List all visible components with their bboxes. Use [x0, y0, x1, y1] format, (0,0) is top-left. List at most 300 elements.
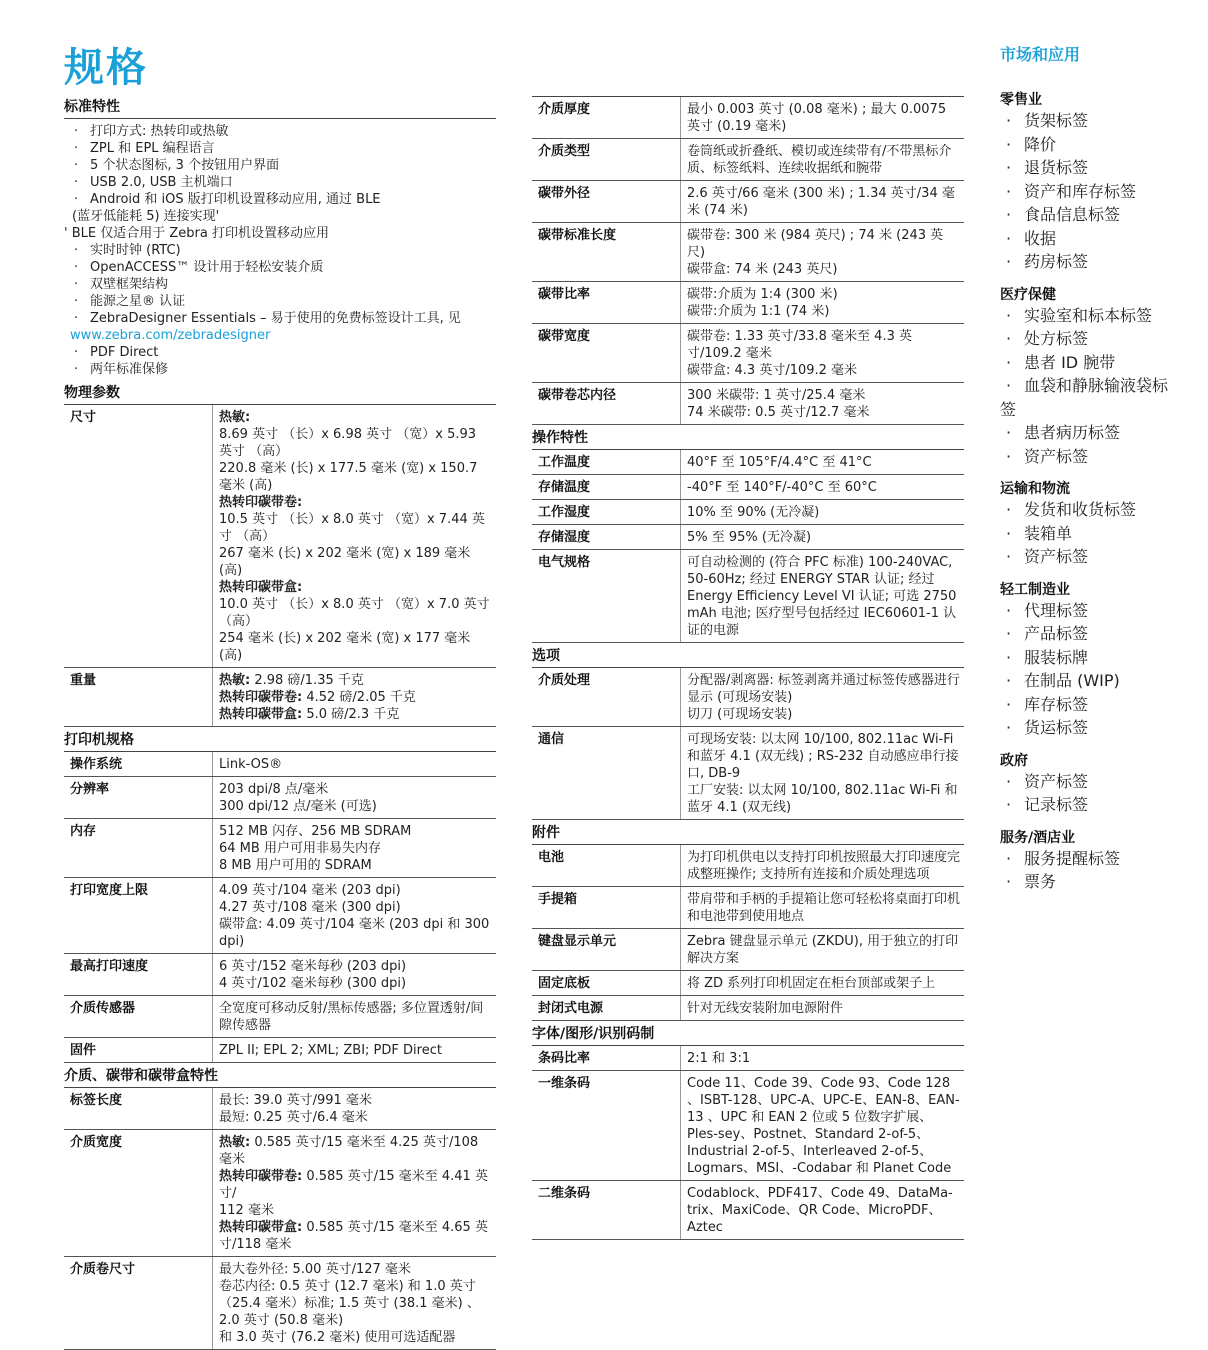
market-category: 零售业 — [1000, 92, 1042, 108]
spec-value — [681, 139, 965, 181]
spec-row — [532, 887, 964, 929]
spec-value-line — [687, 328, 960, 362]
spec-value-text: -40°F 至 140°F/-40°C 至 60°C — [687, 480, 877, 495]
spec-row — [532, 223, 964, 282]
bullet-icon: · — [1006, 718, 1012, 737]
market-item — [1000, 227, 1180, 251]
market-item — [1000, 133, 1180, 157]
spec-value-line — [687, 529, 960, 546]
market-item — [1000, 374, 1180, 421]
spec-key: 二维条码 — [532, 1181, 681, 1240]
market-item-text: 药房标签 — [1024, 252, 1089, 271]
spec-value-line — [219, 1202, 492, 1219]
left-column — [64, 94, 496, 1350]
spec-row — [532, 727, 964, 820]
market-item-text: 货运标签 — [1024, 718, 1089, 737]
feature-text: OpenACCESS™ 设计用于轻松安装介质 — [90, 260, 324, 275]
spec-value-text: 74 米碳带: 0.5 英寸/12.7 毫米 — [687, 405, 870, 420]
bullet-icon: · — [1006, 329, 1012, 348]
feature-text: 实时时钟 (RTC) — [90, 243, 181, 258]
spec-key: 尺寸 — [64, 405, 213, 668]
feature-item — [64, 225, 496, 242]
spec-key: 封闭式电源 — [532, 996, 681, 1021]
bullet-icon: · — [1006, 547, 1012, 566]
market-item — [1000, 522, 1180, 546]
market-item-text: 收据 — [1024, 228, 1057, 248]
spec-value-line — [219, 494, 492, 511]
spec-value-text: 4.27 英寸/108 毫米 (300 dpi) — [219, 900, 401, 915]
spec-value-text: 50-60Hz; 经过 ENERGY STAR 认证; 经过 Energy Efficiency Level VI 认证; 可选 2750 mAh 电池; 医疗型号包括经过 IEC60601-1 认证的电源 — [687, 572, 957, 638]
spec-value-label: 热转印碳带卷: — [219, 690, 303, 705]
page-title: 规格 — [64, 45, 148, 91]
spec-value-line — [219, 1219, 492, 1253]
spec-value-line — [219, 798, 492, 815]
spec-row — [532, 500, 964, 525]
market-item-text: 代理标签 — [1024, 600, 1089, 620]
spec-value — [681, 181, 965, 223]
market-item-text: 患者 ID 腕带 — [1024, 352, 1116, 372]
spec-value-text: 全宽度可移动反射/黑标传感器; 多位置透射/间隙传感器 — [219, 1001, 484, 1033]
market-item-text: 票务 — [1024, 872, 1057, 891]
spec-value-line — [219, 545, 492, 579]
spec-key: 键盘显示单元 — [532, 929, 681, 971]
feature-item — [64, 174, 496, 191]
spec-key: 存储温度 — [532, 475, 681, 500]
spec-value-text: 碳带盒: 4.3 英寸/109.2 毫米 — [687, 363, 858, 378]
bullet-icon: · — [1006, 423, 1012, 442]
market-list — [1000, 599, 1180, 740]
spec-row — [64, 878, 496, 954]
bullet-icon: · — [1006, 446, 1012, 466]
spec-value-line — [687, 143, 960, 177]
spec-row — [532, 324, 964, 383]
spec-value-text: Link-OS® — [219, 757, 283, 772]
spec-row — [532, 282, 964, 324]
spec-value-text: 300 dpi/12 点/毫米 (可选) — [219, 799, 377, 814]
spec-value-text: 碳带:介质为 1:4 (300 米) — [687, 287, 838, 302]
spec-row — [532, 1071, 964, 1181]
spec-value — [213, 405, 497, 668]
spec-value-text: 2.98 磅/1.35 千克 — [250, 673, 364, 688]
printer-spec-table — [64, 752, 496, 1063]
section-heading-media: 介质、碳带和碳带盒特性 — [64, 1063, 496, 1088]
market-item — [1000, 622, 1180, 646]
media-spec-table — [64, 1088, 496, 1350]
spec-value-line — [219, 460, 492, 494]
spec-row — [64, 819, 496, 878]
feature-text: 打印方式: 热转印或热敏 — [90, 124, 229, 139]
spec-value-line — [687, 571, 960, 639]
bullet-icon: · — [1006, 228, 1012, 248]
spec-value-line — [219, 706, 492, 723]
spec-key: 介质处理 — [532, 668, 681, 727]
market-item — [1000, 421, 1180, 445]
spec-value-line — [687, 227, 960, 261]
feature-text: 双壁框架结构 — [90, 277, 169, 292]
market-item — [1000, 180, 1180, 204]
market-category: 政府 — [1000, 752, 1028, 769]
spec-value-text: 10.5 英寸 （长）x 8.0 英寸 （宽）x 7.44 英寸 （高） — [219, 512, 485, 544]
spec-key: 条码比率 — [532, 1046, 681, 1071]
bullet-icon: · — [1006, 205, 1012, 224]
spec-value-text: 可自动检测的 (符合 PFC 标准) 100-240VAC, — [687, 555, 953, 570]
bullet-icon: · — [1006, 795, 1012, 814]
spec-value-text: 5% 至 95% (无冷凝) — [687, 530, 812, 545]
spec-key: 操作系统 — [64, 752, 213, 777]
spec-key: 工作温度 — [532, 450, 681, 475]
spec-value-line — [219, 1092, 492, 1109]
bullet-icon: · — [1006, 500, 1012, 519]
market-item — [1000, 156, 1180, 180]
spec-value-line — [687, 1000, 960, 1017]
spec-value — [681, 887, 965, 929]
spec-row — [532, 971, 964, 996]
options-spec-table — [532, 668, 964, 820]
feature-text: ZebraDesigner Essentials – 易于使用的免费标签设计工具, 见 — [90, 311, 461, 326]
market-item-text: 食品信息标签 — [1024, 205, 1121, 224]
spec-value-text: 针对无线安装附加电源附件 — [687, 1001, 844, 1016]
spec-value-line — [687, 387, 960, 404]
market-list — [1000, 770, 1180, 817]
spec-key: 介质传感器 — [64, 996, 213, 1038]
spec-value-line — [219, 958, 492, 975]
spec-value-label: 热敏: — [219, 673, 251, 688]
accessories-spec-table — [532, 845, 964, 1021]
bullet-icon: · — [74, 260, 79, 275]
spec-row — [532, 525, 964, 550]
market-category: 服务/酒店业 — [1000, 829, 1076, 846]
bullet-icon: · — [1006, 600, 1012, 620]
bullet-icon: · — [1006, 624, 1012, 643]
market-item — [1000, 304, 1180, 328]
market-item-text: 服装标牌 — [1024, 647, 1089, 667]
middle-column — [532, 96, 964, 1240]
section-heading-operating: 操作特性 — [532, 425, 964, 450]
spec-value-text: 112 毫米 — [219, 1203, 274, 1218]
spec-value-text: 热敏: — [219, 410, 251, 425]
spec-value-line — [219, 596, 492, 630]
spec-row — [64, 1038, 496, 1063]
spec-value-text: 和 3.0 英寸 (76.2 毫米) 使用可选适配器 — [219, 1330, 456, 1345]
spec-value — [681, 450, 965, 475]
market-item-text: 处方标签 — [1024, 329, 1089, 348]
spec-key: 介质类型 — [532, 139, 681, 181]
feature-item — [64, 191, 496, 208]
spec-value-line — [687, 101, 960, 135]
bullet-icon: · — [74, 141, 79, 156]
spec-value-text: 碳带:介质为 1:1 (74 米) — [687, 304, 830, 319]
spec-value-text: 10% 至 90% (无冷凝) — [687, 505, 820, 520]
spec-value-line — [219, 1042, 492, 1059]
spec-value — [213, 777, 497, 819]
bullet-icon: · — [1006, 647, 1012, 667]
spec-row — [532, 845, 964, 887]
spec-value-line — [219, 975, 492, 992]
spec-value-text: ZPL II; EPL 2; XML; ZBI; PDF Direct — [219, 1043, 442, 1058]
market-item-text: 实验室和标本标签 — [1024, 305, 1153, 325]
spec-value-line — [219, 1000, 492, 1034]
feature-link[interactable]: www.zebra.com/zebradesigner — [70, 328, 271, 343]
spec-value-line — [219, 689, 492, 706]
bullet-icon: · — [1006, 671, 1012, 690]
feature-item — [64, 242, 496, 259]
spec-value-text: Code 11、Code 39、Code 93、Code 128 、ISBT-128、UPC-A、UPC-E、EAN-8、EAN-13 、UPC 和 EAN 2 位或 5 位数字扩展、Ples-sey、Postnet、Standard 2-of-5、Industrial 2-of-5、Interleaved 2-of-5、Logmars、MSI、-Codabar 和 Planet Code — [687, 1076, 960, 1176]
spec-value-text: 碳带卷: 300 米 (984 英尺) ; 74 米 (243 英尺) — [687, 228, 944, 260]
market-list — [1000, 109, 1180, 274]
spec-key: 工作湿度 — [532, 500, 681, 525]
spec-row — [532, 668, 964, 727]
feature-text: Android 和 iOS 版打印机设置移动应用, 通过 BLE — [90, 192, 381, 207]
section-heading-standard-features: 标准特性 — [64, 94, 496, 119]
spec-row — [532, 1046, 964, 1071]
spec-key: 碳带比率 — [532, 282, 681, 324]
spec-value — [681, 845, 965, 887]
physical-spec-table — [64, 405, 496, 727]
spec-key: 介质宽度 — [64, 1130, 213, 1257]
spec-value-label: 热敏: — [219, 1135, 251, 1150]
spec-value-line — [687, 554, 960, 571]
spec-value-line — [219, 781, 492, 798]
feature-item — [64, 361, 496, 378]
spec-value — [213, 668, 497, 727]
market-item — [1000, 327, 1180, 351]
spec-key: 打印宽度上限 — [64, 878, 213, 954]
feature-item — [64, 157, 496, 174]
spec-value-text: 碳带卷: 1.33 英寸/33.8 毫米至 4.3 英寸/109.2 毫米 — [687, 329, 912, 361]
spec-value-text: Zebra 键盘显示单元 (ZKDU), 用于独立的打印解决方案 — [687, 934, 959, 966]
spec-row — [64, 996, 496, 1038]
spec-value-label: 热转印碳带卷: — [219, 1169, 303, 1184]
spec-value — [681, 550, 965, 643]
spec-key: 固定底板 — [532, 971, 681, 996]
spec-key: 通信 — [532, 727, 681, 820]
spec-value-line — [219, 882, 492, 899]
feature-item[interactable] — [64, 327, 496, 344]
spec-value-text: 220.8 毫米 (长) x 177.5 毫米 (宽) x 150.7 毫米 (高) — [219, 461, 478, 493]
spec-value — [213, 1038, 497, 1063]
spec-key: 内存 — [64, 819, 213, 878]
spec-value-line — [687, 261, 960, 278]
market-item-text: 产品标签 — [1024, 624, 1089, 643]
spec-value-line — [687, 1050, 960, 1067]
spec-key: 最高打印速度 — [64, 954, 213, 996]
spec-value — [681, 971, 965, 996]
spec-value-line — [219, 1168, 492, 1202]
spec-value-line — [219, 1134, 492, 1168]
spec-value-line — [219, 630, 492, 664]
spec-value-text: 切刀 (可现场安装) — [687, 707, 793, 722]
spec-value — [681, 727, 965, 820]
market-item — [1000, 669, 1180, 693]
market-item — [1000, 498, 1180, 522]
section-heading-options: 选项 — [532, 643, 964, 668]
feature-text: 5 个状态图标, 3 个按钮用户界面 — [90, 158, 280, 173]
markets-column — [1000, 0, 1180, 894]
spec-row — [532, 475, 964, 500]
section-heading-printer: 打印机规格 — [64, 727, 496, 752]
market-item-text: 资产标签 — [1024, 547, 1089, 566]
market-item-text: 库存标签 — [1024, 694, 1089, 714]
spec-value-text: 8.69 英寸 （长）x 6.98 英寸 （宽）x 5.93 英寸 （高） — [219, 427, 477, 459]
feature-item — [64, 310, 496, 327]
spec-value — [213, 1257, 497, 1350]
market-item-text: 资产标签 — [1024, 771, 1089, 791]
spec-key: 标签长度 — [64, 1088, 213, 1130]
spec-value-text: 4.52 磅/2.05 千克 — [302, 690, 416, 705]
spec-value-text: 40°F 至 105°F/4.4°C 至 41°C — [687, 455, 872, 470]
spec-value-line — [219, 1109, 492, 1126]
spec-row — [532, 450, 964, 475]
spec-value-text: 5.0 磅/2.3 千克 — [302, 707, 400, 722]
spec-value-text: 最大卷外径: 5.00 英寸/127 毫米 — [219, 1262, 411, 1277]
spec-key: 碳带卷芯内径 — [532, 383, 681, 425]
media-cont-spec-table — [532, 97, 964, 425]
spec-value — [681, 1071, 965, 1181]
feature-text: ZPL 和 EPL 编程语言 — [90, 141, 215, 156]
spec-value-text: 最长: 39.0 英寸/991 毫米 — [219, 1093, 372, 1108]
feature-text: USB 2.0, USB 主机端口 — [90, 175, 233, 190]
bullet-icon: · — [1006, 352, 1012, 372]
spec-row — [64, 668, 496, 727]
spec-key: 电池 — [532, 845, 681, 887]
spec-value-line — [219, 916, 492, 950]
spec-row — [532, 181, 964, 223]
spec-value-line — [687, 362, 960, 379]
spec-key: 介质卷尺寸 — [64, 1257, 213, 1350]
market-item-text: 血袋和静脉输液袋标签 — [1000, 376, 1169, 419]
spec-row — [532, 383, 964, 425]
market-item-text: 装箱单 — [1024, 523, 1073, 543]
spec-value-line — [219, 672, 492, 689]
spec-value-line — [687, 849, 960, 883]
spec-value — [213, 752, 497, 777]
fonts-spec-table — [532, 1046, 964, 1240]
market-item-text: 记录标签 — [1024, 795, 1089, 814]
spec-value-text: 10.0 英寸 （长）x 8.0 英寸 （宽）x 7.0 英寸 （高） — [219, 597, 490, 629]
bullet-icon: · — [1006, 158, 1012, 177]
market-item — [1000, 770, 1180, 794]
market-item — [1000, 646, 1180, 670]
spec-value-text: 64 MB 用户可用非易失内存 — [219, 841, 381, 856]
spec-value-line — [687, 672, 960, 706]
market-item-text: 患者病历标签 — [1024, 423, 1121, 442]
spec-row — [64, 405, 496, 668]
feature-text: 两年标准保修 — [90, 362, 169, 377]
spec-value — [681, 525, 965, 550]
spec-value-line — [687, 731, 960, 782]
spec-value-line — [687, 1185, 960, 1236]
spec-value-line — [219, 1278, 492, 1329]
spec-row — [532, 550, 964, 643]
feature-item — [64, 208, 496, 225]
spec-row — [64, 777, 496, 819]
spec-value-line — [687, 504, 960, 521]
spec-value — [681, 1181, 965, 1240]
market-item — [1000, 250, 1180, 274]
bullet-icon: · — [1006, 376, 1012, 395]
spec-key: 手提箱 — [532, 887, 681, 929]
spec-value-line — [219, 899, 492, 916]
spec-value-line — [219, 823, 492, 840]
market-category: 运输和物流 — [1000, 481, 1070, 497]
market-list — [1000, 847, 1180, 894]
spec-value-line — [219, 426, 492, 460]
bullet-icon: · — [1006, 694, 1012, 714]
spec-value-text: 0.585 英寸/15 毫米至 4.41 英寸/ — [219, 1169, 488, 1201]
spec-value-text: 热转印碳带卷: — [219, 495, 303, 510]
bullet-icon: · — [74, 243, 79, 258]
spec-row — [532, 139, 964, 181]
bullet-icon: · — [1006, 134, 1012, 154]
feature-item — [64, 259, 496, 276]
spec-key: 介质厚度 — [532, 97, 681, 139]
spec-value — [681, 500, 965, 525]
spec-row — [64, 1257, 496, 1350]
spec-value-line — [687, 454, 960, 471]
market-item — [1000, 716, 1180, 740]
market-item-text: 降价 — [1024, 134, 1057, 154]
operating-spec-table — [532, 450, 964, 643]
spec-value-text: 热转印碳带盒: — [219, 580, 303, 595]
spec-key: 一维条码 — [532, 1071, 681, 1181]
spec-value-line — [687, 891, 960, 925]
section-heading-fonts: 字体/图形/识别码制 — [532, 1021, 964, 1046]
spec-value-text: 300 米碳带: 1 英寸/25.4 毫米 — [687, 388, 866, 403]
spec-value-line — [219, 511, 492, 545]
bullet-icon: · — [74, 277, 79, 292]
bullet-icon: · — [1006, 523, 1012, 543]
spec-value-line — [219, 840, 492, 857]
markets-categories — [1000, 89, 1180, 894]
spec-value-line — [219, 1329, 492, 1346]
spec-value — [213, 878, 497, 954]
spec-value — [213, 1088, 497, 1130]
spec-row — [532, 996, 964, 1021]
market-item — [1000, 203, 1180, 227]
spec-row — [532, 1181, 964, 1240]
spec-key: 分辨率 — [64, 777, 213, 819]
spec-value-line — [219, 857, 492, 874]
market-item — [1000, 445, 1180, 469]
spec-row — [64, 1130, 496, 1257]
spec-value-text: 254 毫米 (长) x 202 毫米 (宽) x 177 毫米 (高) — [219, 631, 471, 663]
spec-value-text: 0.585 英寸/15 毫米至 4.65 英寸/118 毫米 — [219, 1220, 488, 1252]
spec-key: 碳带宽度 — [532, 324, 681, 383]
spec-value-text: 为打印机供电以支持打印机按照最大打印速度完成整班操作; 支持所有连接和介质处理选项 — [687, 850, 961, 882]
spec-value-line — [687, 1075, 960, 1177]
market-item-text: 货架标签 — [1024, 111, 1089, 130]
spec-value-text: 卷芯内径: 0.5 英寸 (12.7 毫米) 和 1.0 英寸 （25.4 毫米）标准; 1.5 英寸 (38.1 毫米) 、2.0 英寸 (50.8 毫米) — [219, 1279, 480, 1328]
market-item — [1000, 545, 1180, 569]
spec-value-text: 将 ZD 系列打印机固定在柜台顶部或架子上 — [687, 976, 936, 991]
spec-value-text: 带肩带和手柄的手提箱让您可轻松将桌面打印机和电池带到使用地点 — [687, 892, 961, 924]
market-item — [1000, 693, 1180, 717]
spec-value — [681, 383, 965, 425]
spec-value-text: 分配器/剥离器: 标签剥离并通过标签传感器进行显示 (可现场安装) — [687, 673, 960, 705]
feature-item — [64, 344, 496, 361]
bullet-icon: · — [74, 175, 79, 190]
bullet-icon: · — [74, 362, 79, 377]
spec-value — [213, 954, 497, 996]
bullet-icon: · — [1006, 111, 1012, 130]
spec-value-line — [219, 409, 492, 426]
feature-text: (蓝牙低能耗 5) 连接实现' — [72, 209, 220, 224]
spec-value-text: 卷筒纸或折叠纸、模切或连续带有/不带黑标介质、标签纸料、连续收据纸和腕带 — [687, 144, 952, 176]
spec-value — [213, 996, 497, 1038]
bullet-icon: · — [74, 311, 79, 326]
spec-value — [681, 668, 965, 727]
spec-key: 重量 — [64, 668, 213, 727]
